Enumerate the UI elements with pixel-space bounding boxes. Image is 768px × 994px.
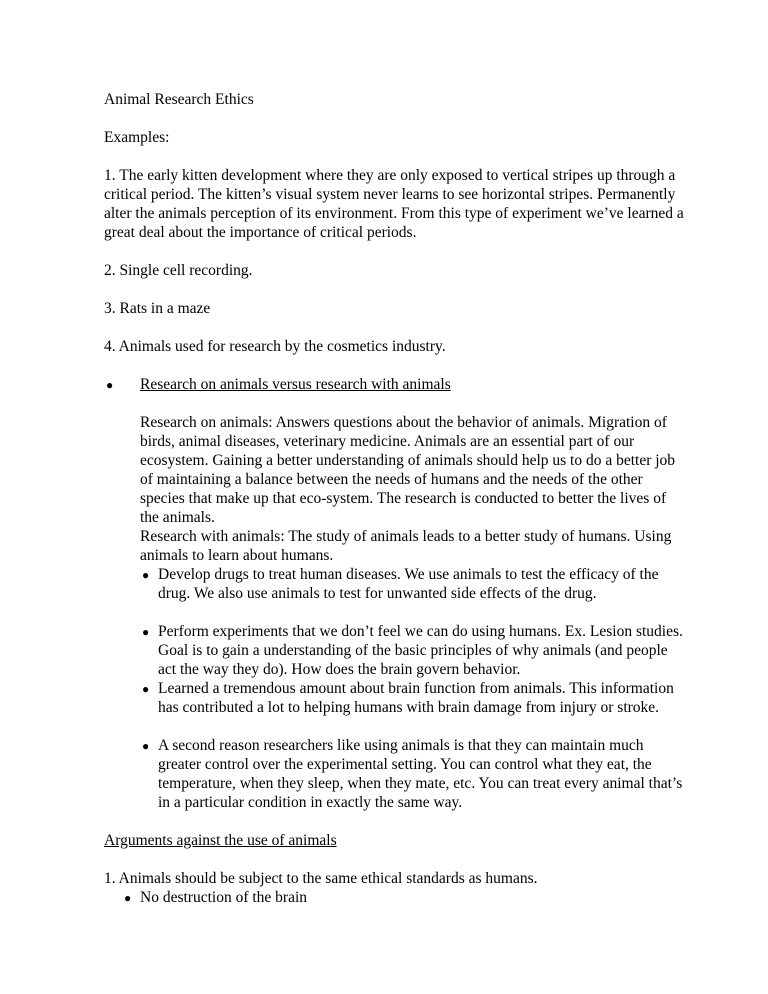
example-item-1: 1. The early kitten development where they are only exposed to vertical stripes up through a critical period. The kitten’s visual system never learns to see horizontal stripes. Permanently alter the animals perception of its environment. From this type of experiment we’ve learned a great deal about the importance of critical periods. <box>104 167 684 241</box>
section-heading-research-on-vs-with: Research on animals versus research with animals <box>140 376 451 393</box>
bullet-icon: ● <box>142 682 150 696</box>
bullet-icon: ● <box>142 568 150 582</box>
examples-label: Examples: <box>104 129 170 146</box>
against-sub-bullet: No destruction of the brain <box>140 889 308 906</box>
with-bullet-drugs: Develop drugs to treat human diseases. We use animals to test the efficacy of the drug. We also use animals to test for unwanted side effects of the drug. <box>158 566 659 602</box>
with-bullet-experiments: Perform experiments that we don’t feel we can do using humans. Ex. Lesion studies. Goal is to gain a understanding of the basic principles of why animals (and people act the way they do). How does the brain govern behavior. <box>158 623 683 678</box>
example-item-2: 2. Single cell recording. <box>104 262 253 279</box>
paragraph-research-on: Research on animals: Answers questions about the behavior of animals. Migration of birds, animal diseases, veterinary medicine. Animals are an essential part of our ecosystem. Gaining a better understanding of animals should help us to do a better job of maintaining a balance between the needs of humans and the needs of the other species that make up that eco-system. The research is conducted to better the lives of the animals. <box>140 414 676 526</box>
bullet-icon: ● <box>142 739 150 753</box>
document-title: Animal Research Ethics <box>104 91 254 108</box>
bullet-icon: ● <box>124 891 132 905</box>
bullet-icon: ● <box>106 378 114 392</box>
against-item-1: 1. Animals should be subject to the same ethical standards as humans. <box>104 870 538 887</box>
example-item-4: 4. Animals used for research by the cosmetics industry. <box>104 338 446 355</box>
bullet-icon: ● <box>142 625 150 639</box>
example-item-3: 3. Rats in a maze <box>104 300 211 317</box>
paragraph-research-with: Research with animals: The study of animals leads to a better study of humans. Using animals to learn about humans. <box>140 528 672 564</box>
section-heading-arguments-against: Arguments against the use of animals <box>104 832 337 849</box>
with-bullet-brain-function: Learned a tremendous amount about brain function from animals. This information has contributed a lot to helping humans with brain damage from injury or stroke. <box>158 680 674 716</box>
with-bullet-control: A second reason researchers like using animals is that they can maintain much greater control over the experimental setting. You can control what they eat, the temperature, when they sleep, when they mate, etc. You can treat every animal that’s in a particular condition in exactly the same way. <box>158 737 683 811</box>
